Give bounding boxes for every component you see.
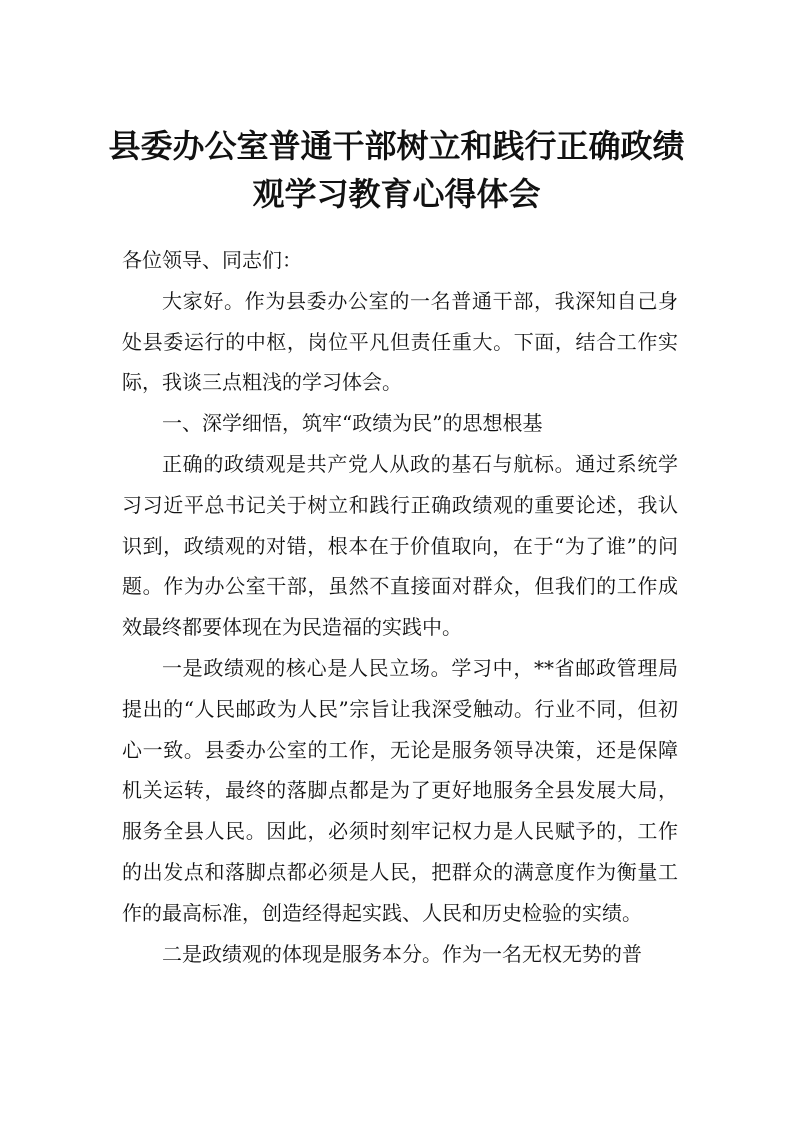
greeting: 各位领导、同志们： [122,248,302,272]
document-body [122,240,678,974]
paragraph-section-1: 正确的政绩观是共产党人从政的基石与航标。通过系统学习习近平总书记关于树立和践行正确政绩观的重要论述，我认识到，政绩观的对错，根本在于价值取向，在于“为了谁”的问题。作为办公室干部，虽然不直接面对群众，但我们的工作成效最终都要体现在为民造福的实践中。 [122,451,678,640]
document-title-line-2: 观学习教育心得体会 [252,175,541,213]
paragraph-point-2: 二是政绩观的体现是服务本分。作为一名无权无势的普 [162,941,642,966]
document-title-line-1: 县委办公室普通干部树立和践行正确政绩 [108,127,685,165]
section-heading-1: 一、深学细悟，筑牢“政绩为民”的思想根基 [162,411,543,436]
paragraph-point-1: 一是政绩观的核心是人民立场。学习中，**省邮政管理局提出的“人民邮政为人民”宗旨让我深受触动。行业不同，但初心一致。县委办公室的工作，无论是服务领导决策，还是保障机关运转，最终的落脚点都是为了更好地服务全县发展大局，服务全县人民。因此，必须时刻牢记权力是人民赋予的，工作的出发点和落脚点都必须是人民，把群众的满意度作为衡量工作的最高标准，创造经得起实践、人民和历史检验的实绩。 [122,655,678,925]
paragraph-intro: 大家好。作为县委办公室的一名普通干部，我深知自己身处县委运行的中枢，岗位平凡但责任重大。下面，结合工作实际，我谈三点粗浅的学习体会。 [122,288,678,395]
